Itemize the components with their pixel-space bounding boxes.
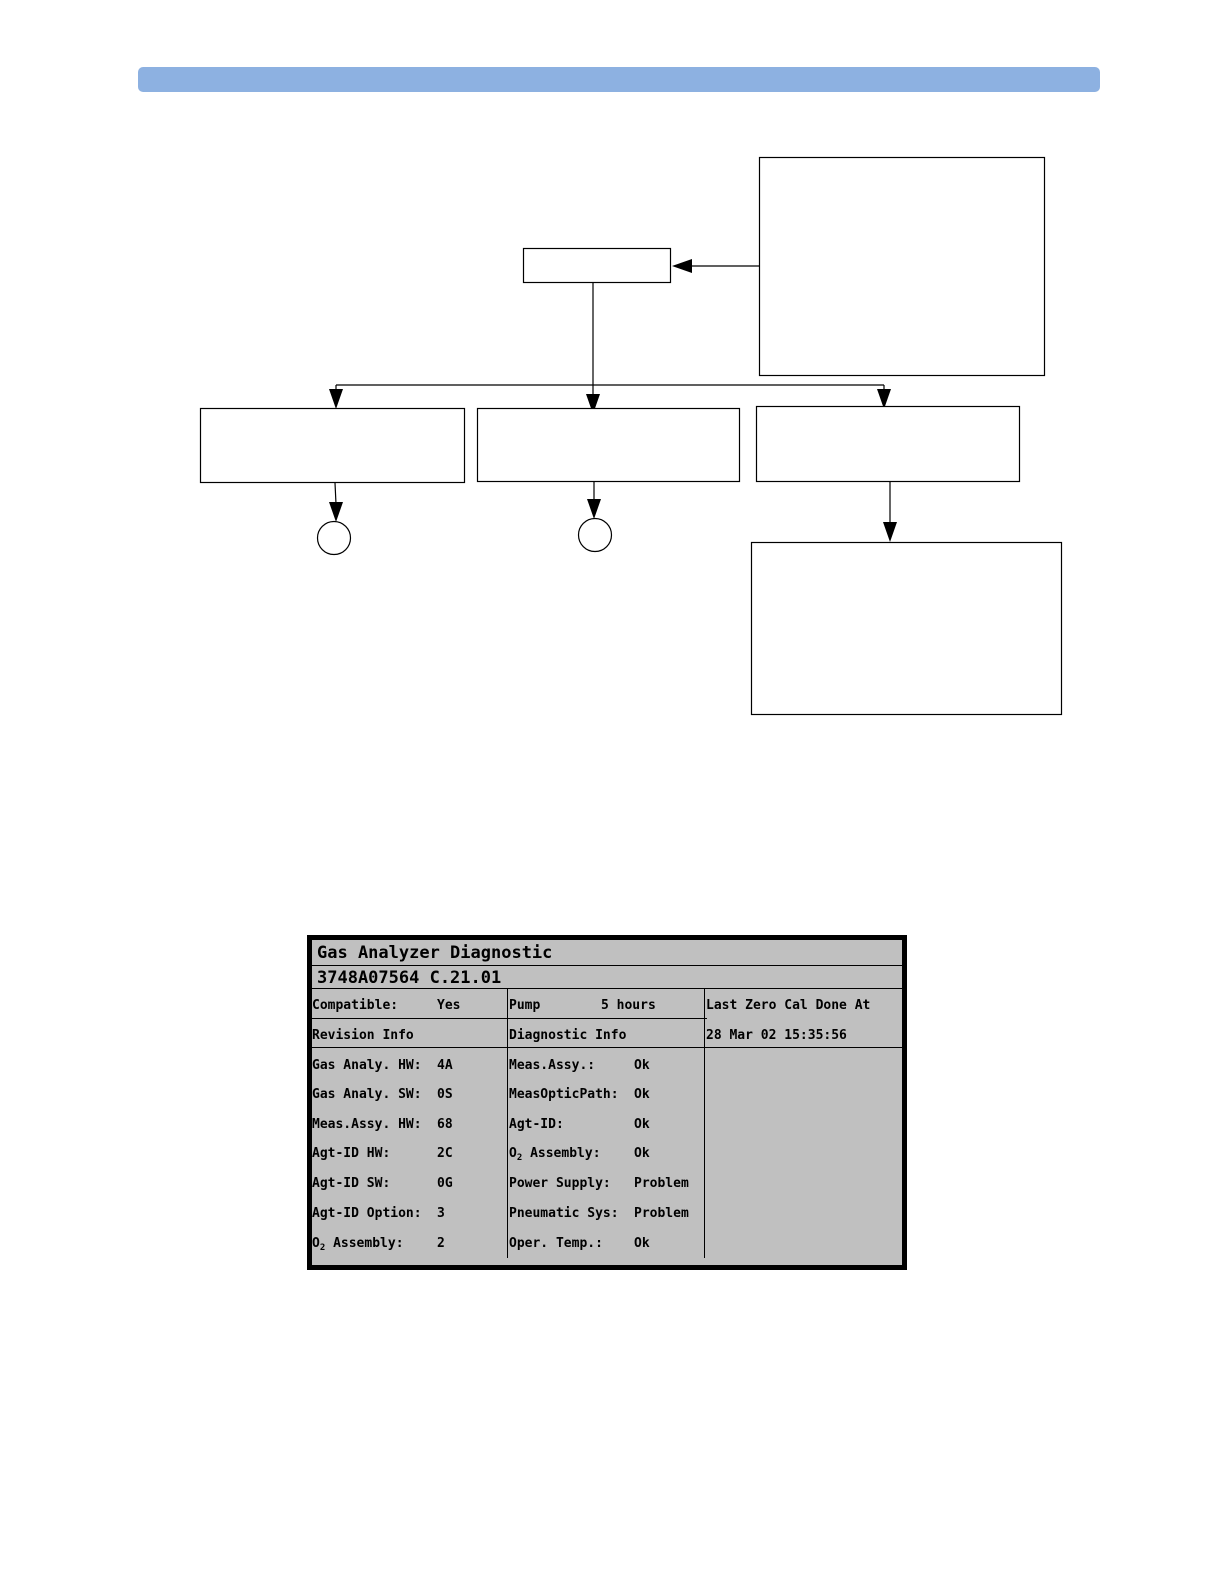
revision-row-label: Agt-ID SW:	[312, 1176, 391, 1191]
revision-row-label: Agt-ID HW:	[312, 1146, 391, 1161]
revision-row-label	[312, 1236, 404, 1252]
revision-row-value: 2	[437, 1236, 445, 1251]
pump-value: 5 hours	[601, 998, 656, 1013]
revision-row-value: 0G	[437, 1176, 453, 1191]
diagnostic-row-label: Oper. Temp.:	[509, 1236, 603, 1251]
diagnostic-subtitle: 3748A07564 C.21.01	[312, 965, 902, 987]
diagnostic-title: Gas Analyzer Diagnostic	[317, 943, 553, 963]
diagnostic-row-label: Pneumatic Sys:	[509, 1206, 619, 1221]
divider	[312, 1047, 902, 1048]
divider	[312, 988, 902, 989]
compatible-value: Yes	[437, 998, 461, 1013]
flowchart-bottom-box	[752, 543, 1062, 715]
flowchart-arrowhead	[329, 389, 343, 409]
gas-analyzer-diagnostic-window	[307, 935, 907, 1270]
diagnostic-row-label: MeasOpticPath:	[509, 1087, 619, 1102]
last-zero-cal-value: 28 Mar 02 15:35:56	[706, 1028, 847, 1043]
flowchart-arrowhead	[883, 522, 897, 542]
flowchart-start-box	[524, 249, 671, 283]
compatible-label: Compatible:	[312, 998, 399, 1013]
revision-row-value: 0S	[437, 1087, 453, 1102]
flowchart	[0, 0, 1224, 760]
revision-row-value: 68	[437, 1117, 453, 1132]
flowchart-arrowhead	[672, 259, 692, 273]
o2-suffix: Assembly:	[522, 1146, 601, 1161]
flowchart-arrowhead	[587, 499, 601, 519]
flowchart-right-box	[757, 407, 1020, 482]
o2-prefix: O	[509, 1146, 517, 1161]
diagnostic-row-value: Ok	[634, 1058, 650, 1073]
diagnostic-info-heading: Diagnostic Info	[509, 1028, 627, 1043]
diagnostic-row-value: Problem	[634, 1176, 689, 1191]
flowchart-note-box	[760, 158, 1045, 376]
diagnostic-row-value: Ok	[634, 1117, 650, 1132]
revision-info-heading: Revision Info	[312, 1028, 414, 1043]
revision-row-label: Gas Analy. HW:	[312, 1058, 422, 1073]
revision-row-label: Agt-ID Option:	[312, 1206, 422, 1221]
diagnostic-row-value: Ok	[634, 1087, 650, 1102]
flowchart-connector-circle-center	[579, 519, 612, 552]
o2-prefix: O	[312, 1236, 320, 1251]
diagnostic-row-value: Problem	[634, 1206, 689, 1221]
last-zero-cal-label: Last Zero Cal Done At	[706, 998, 871, 1013]
diagnostic-row-label: Meas.Assy.:	[509, 1058, 596, 1073]
flowchart-center-box	[478, 409, 740, 482]
revision-row-value: 2C	[437, 1146, 453, 1161]
diagnostic-row-label: Power Supply:	[509, 1176, 611, 1191]
o2-suffix: Assembly:	[325, 1236, 404, 1251]
o2-subscript: 2	[516, 1153, 523, 1163]
revision-row-label: Gas Analy. SW:	[312, 1087, 422, 1102]
flowchart-arrowhead	[329, 502, 343, 522]
revision-row-label: Meas.Assy. HW:	[312, 1117, 422, 1132]
diagnostic-row-value: Ok	[634, 1146, 650, 1161]
divider	[312, 1018, 707, 1019]
diagnostic-row-label: Agt-ID:	[509, 1117, 564, 1132]
flowchart-connector-circle-left	[318, 522, 351, 555]
divider	[507, 988, 508, 1258]
o2-subscript: 2	[319, 1243, 326, 1253]
divider	[704, 988, 705, 1258]
diagnostic-row-value: Ok	[634, 1236, 650, 1251]
pump-label: Pump	[509, 998, 541, 1013]
revision-row-value: 3	[437, 1206, 445, 1221]
diagnostic-row-label	[509, 1146, 601, 1162]
flowchart-left-box	[201, 409, 465, 483]
flowchart-connector	[335, 483, 336, 504]
revision-row-value: 4A	[437, 1058, 453, 1073]
